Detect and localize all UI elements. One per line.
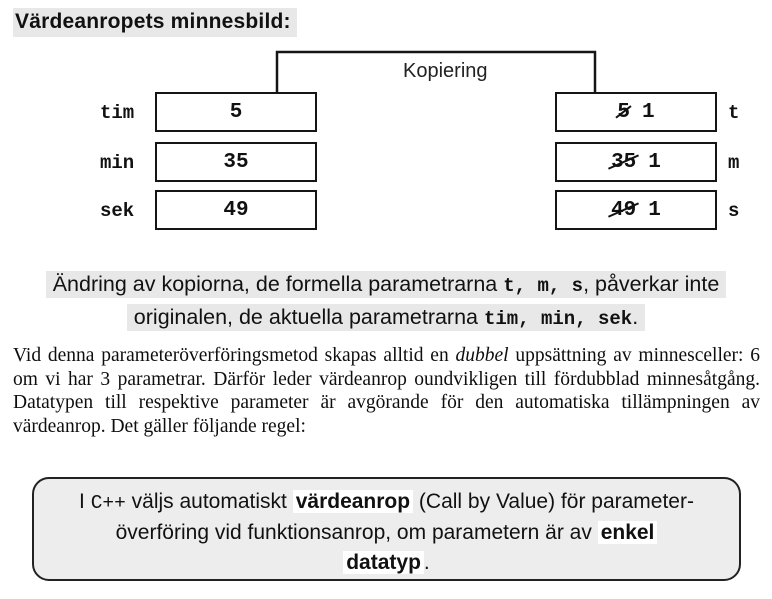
- memory-cell-t: [555, 92, 717, 132]
- highlighted-note: [0, 269, 772, 335]
- rule-text: överföring vid funktionsanrop, om parametern är av: [115, 521, 598, 544]
- rule-text: .: [423, 551, 430, 574]
- cell-label-min: min: [100, 152, 135, 174]
- rule-box: [32, 477, 741, 581]
- rule-line-3: [34, 548, 739, 578]
- old-value-struck: 35: [611, 150, 637, 174]
- note-line-1: [46, 271, 727, 298]
- note-code-params: t, m, s: [503, 275, 584, 297]
- cell-value: 35: [223, 150, 249, 174]
- note-line-2: [127, 304, 645, 331]
- new-value: 1: [648, 198, 661, 222]
- memory-cell-s: [555, 190, 717, 230]
- old-value-struck: 49: [611, 198, 637, 222]
- note-text: originalen, de aktuella parametrarna: [133, 305, 484, 329]
- note-text: , påverkar inte: [583, 272, 720, 296]
- rule-text: (Call by Value) för parameter-: [413, 490, 694, 513]
- paragraph-text: Vid denna parameteröverföringsmetod skapas alltid en: [13, 345, 456, 366]
- new-value: 1: [642, 100, 655, 124]
- cell-value: 5: [229, 100, 243, 124]
- note-text: Ändring av kopiorna, de formella parametrarna: [52, 272, 504, 296]
- memory-cell-sek: [155, 190, 317, 230]
- memory-diagram: [0, 0, 772, 255]
- cell-value: 49: [223, 198, 249, 222]
- rule-text: I: [79, 490, 91, 513]
- note-text: .: [632, 305, 639, 329]
- rule-code-cpp: C++: [90, 492, 126, 514]
- cell-label-s: s: [728, 200, 740, 222]
- note-code-args: tim, min, sek: [483, 308, 633, 330]
- rule-keyword-datatyp: datatyp: [343, 551, 424, 574]
- old-value-struck: 5: [617, 100, 630, 124]
- rule-line-2: [34, 518, 739, 548]
- new-value: 1: [648, 150, 661, 174]
- cell-label-tim: tim: [100, 102, 135, 124]
- rule-keyword-vardeanrop: värdeanrop: [293, 490, 413, 513]
- page-title: Värdeanropets minnesbild:: [13, 8, 297, 37]
- cell-label-t: t: [728, 102, 740, 124]
- paragraph-italic-word: dubbel: [455, 345, 509, 366]
- cell-label-m: m: [728, 152, 740, 174]
- memory-cell-m: [555, 142, 717, 182]
- copy-label: Kopiering: [403, 60, 488, 82]
- rule-line-1: [34, 487, 739, 518]
- rule-keyword-enkel: enkel: [598, 521, 658, 544]
- memory-cell-tim: [155, 92, 317, 132]
- paragraph-text: uppsättning av minnesceller: 6 om vi har 3 parametrar. Därför leder värdeanrop oundvikligen till fördubblad minnesåtgång. Datatypen till respektive parameter är avgörande för den automatiska tillämpningen av värdeanrop. Det gäller följande regel:: [13, 345, 760, 437]
- cell-label-sek: sek: [100, 200, 135, 222]
- body-paragraph: [13, 344, 760, 438]
- rule-text: väljs automatiskt: [125, 490, 293, 513]
- memory-cell-min: [155, 142, 317, 182]
